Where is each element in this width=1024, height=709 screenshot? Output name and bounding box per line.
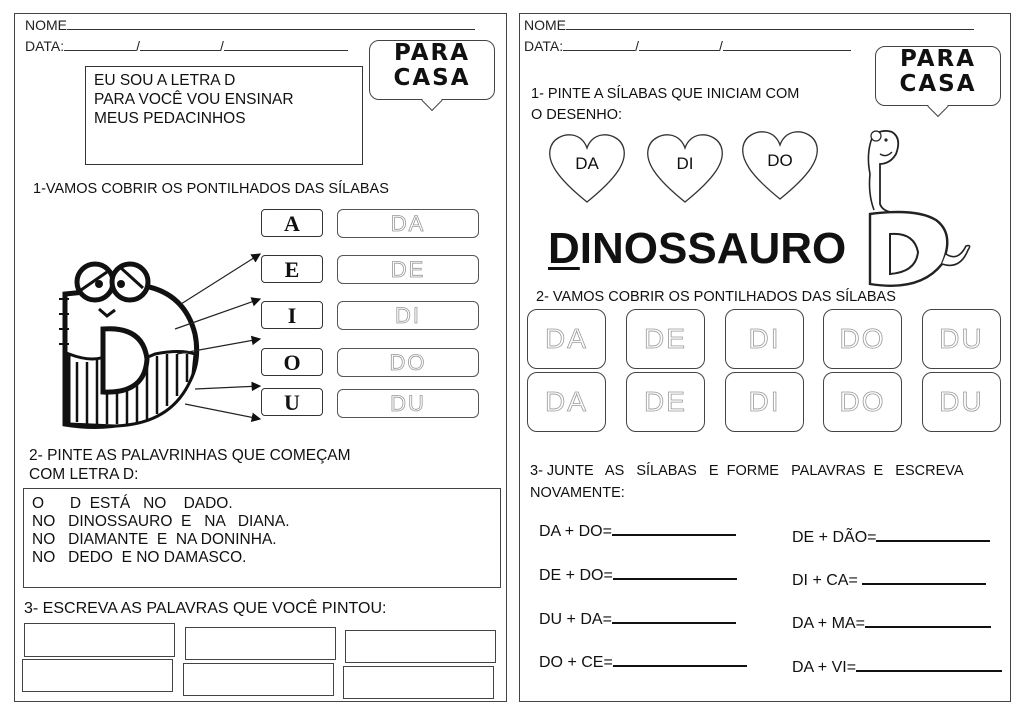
- vowel-box-e: E: [261, 255, 323, 283]
- question-1-line: O DESENHO:: [531, 107, 623, 123]
- heart-label: DA: [575, 154, 599, 173]
- heart-di[interactable]: [644, 132, 726, 204]
- date-label: DATA:: [25, 38, 65, 54]
- date-day-line[interactable]: [64, 38, 136, 51]
- date-slash: /: [635, 38, 640, 54]
- heart-do[interactable]: [739, 129, 821, 201]
- date-field[interactable]: [25, 38, 348, 54]
- vowel-box-a: A: [261, 209, 323, 237]
- intro-box: [85, 66, 363, 165]
- name-line[interactable]: [67, 17, 475, 30]
- answer-box[interactable]: [22, 659, 173, 692]
- heart-label: DO: [767, 151, 793, 170]
- equation-row: [792, 569, 986, 590]
- date-slash: /: [719, 38, 723, 54]
- equation-label: DA + VI=: [792, 659, 857, 676]
- answer-line[interactable]: [876, 526, 990, 542]
- vowel-box-u: U: [261, 388, 323, 416]
- badge-text: PARA: [393, 40, 471, 66]
- answer-line[interactable]: [612, 608, 736, 624]
- equation-row: [792, 526, 990, 547]
- answer-box[interactable]: [185, 627, 336, 660]
- date-label: DATA:: [524, 38, 564, 54]
- date-day-line[interactable]: [563, 38, 635, 51]
- equation-label: DO + CE=: [539, 654, 613, 671]
- answer-box[interactable]: [24, 623, 175, 657]
- trace-syllable-de[interactable]: DE: [626, 372, 705, 432]
- date-slash: /: [136, 38, 141, 54]
- date-month-line[interactable]: [639, 38, 719, 51]
- heart-label: DI: [676, 154, 694, 173]
- equation-label: DA + MA=: [792, 615, 865, 632]
- answer-line[interactable]: [865, 612, 991, 628]
- trace-syllable-du[interactable]: DU: [922, 309, 1001, 369]
- vowel-box-i: I: [261, 301, 323, 329]
- trace-syllable-de[interactable]: DE: [626, 309, 705, 369]
- answer-line[interactable]: [862, 569, 986, 585]
- arrows-connector: [165, 214, 265, 424]
- name-field[interactable]: [524, 17, 974, 33]
- badge-text: CASA: [393, 65, 471, 91]
- equation-label: DE + DÃO=: [792, 529, 877, 546]
- answer-box[interactable]: [183, 663, 334, 696]
- equation-row: [792, 656, 1002, 677]
- answer-line[interactable]: [856, 656, 1002, 672]
- answer-box[interactable]: [343, 666, 494, 699]
- intro-line: EU SOU A LETRA D: [94, 72, 236, 89]
- trace-syllable-da[interactable]: DA: [337, 209, 479, 238]
- equation-label: DA + DO=: [539, 523, 612, 540]
- equation-label: DU + DA=: [539, 611, 612, 628]
- sentence[interactable]: NO DEDO E NO DAMASCO.: [32, 549, 247, 566]
- trace-syllable-do[interactable]: DO: [823, 372, 902, 432]
- question-1-line: 1- PINTE A SÍLABAS QUE INICIAM COM: [531, 86, 800, 102]
- equation-label: DE + DO=: [539, 567, 613, 584]
- worksheet-right: [519, 13, 1011, 702]
- question-3-title: [530, 460, 1000, 504]
- trace-syllable-da[interactable]: DA: [527, 309, 606, 369]
- trace-syllable-di[interactable]: DI: [725, 309, 804, 369]
- sentences-box: [23, 488, 501, 588]
- question-1-title: 1-VAMOS COBRIR OS PONTILHADOS DAS SÍLABAS: [33, 181, 389, 197]
- trace-syllable-do[interactable]: DO: [337, 348, 479, 377]
- question-1-title: [531, 84, 799, 126]
- dinosaur-letter-d-icon: [850, 124, 975, 294]
- equation-row: [539, 520, 736, 541]
- question-2-title: [29, 446, 351, 484]
- date-year-line[interactable]: [224, 38, 348, 51]
- answer-line[interactable]: [613, 651, 747, 667]
- equation-label: DI + CA=: [792, 572, 863, 589]
- question-2-line: COM LETRA D:: [29, 466, 139, 483]
- date-year-line[interactable]: [723, 38, 851, 51]
- trace-syllable-du[interactable]: DU: [337, 389, 479, 418]
- big-word-first-letter: D: [548, 224, 580, 273]
- intro-line: PARA VOCÊ VOU ENSINAR: [94, 91, 294, 108]
- question-2-line: 2- PINTE AS PALAVRINHAS QUE COMEÇAM: [29, 447, 351, 464]
- equation-row: [539, 651, 747, 672]
- badge-text: CASA: [899, 71, 977, 97]
- equation-row: [539, 608, 736, 629]
- question-2-title: 2- VAMOS COBRIR OS PONTILHADOS DAS SÍLABAS: [536, 289, 896, 305]
- worksheet-left: [14, 13, 507, 702]
- name-field[interactable]: [25, 17, 475, 33]
- sentence[interactable]: NO DIAMANTE E NA DONINHA.: [32, 531, 277, 548]
- badge-text: PARA: [899, 46, 977, 72]
- trace-syllable-di[interactable]: DI: [337, 301, 479, 330]
- name-line[interactable]: [566, 17, 974, 30]
- trace-syllable-di[interactable]: DI: [725, 372, 804, 432]
- answer-line[interactable]: [612, 520, 736, 536]
- para-casa-badge: [369, 40, 495, 100]
- name-label: NOME: [524, 17, 566, 33]
- vowel-box-o: O: [261, 348, 323, 376]
- question-3-title: 3- ESCREVA AS PALAVRAS QUE VOCÊ PINTOU:: [24, 600, 387, 617]
- question-3-line: 3- JUNTE AS SÍLABAS E FORME PALAVRAS E ESCREVA: [530, 463, 964, 479]
- big-word-rest: INOSSAURO: [579, 224, 847, 273]
- answer-box[interactable]: [345, 630, 496, 663]
- answer-line[interactable]: [613, 564, 737, 580]
- sentence[interactable]: O D ESTÁ NO DADO.: [32, 495, 233, 512]
- heart-da[interactable]: [546, 132, 628, 204]
- date-slash: /: [220, 38, 224, 54]
- para-casa-badge: [875, 46, 1001, 106]
- date-month-line[interactable]: [140, 38, 220, 51]
- trace-syllable-da[interactable]: DA: [527, 372, 606, 432]
- equation-row: [792, 612, 991, 633]
- date-field[interactable]: [524, 38, 851, 54]
- trace-syllable-du[interactable]: DU: [922, 372, 1001, 432]
- question-3-line: NOVAMENTE:: [530, 485, 625, 501]
- sentence[interactable]: NO DINOSSAURO E NA DIANA.: [32, 513, 290, 530]
- trace-syllable-de[interactable]: DE: [337, 255, 479, 284]
- intro-line: MEUS PEDACINHOS: [94, 110, 246, 127]
- trace-syllable-do[interactable]: DO: [823, 309, 902, 369]
- big-word-dinossauro: [548, 224, 846, 274]
- name-label: NOME: [25, 17, 67, 33]
- equation-row: [539, 564, 737, 585]
